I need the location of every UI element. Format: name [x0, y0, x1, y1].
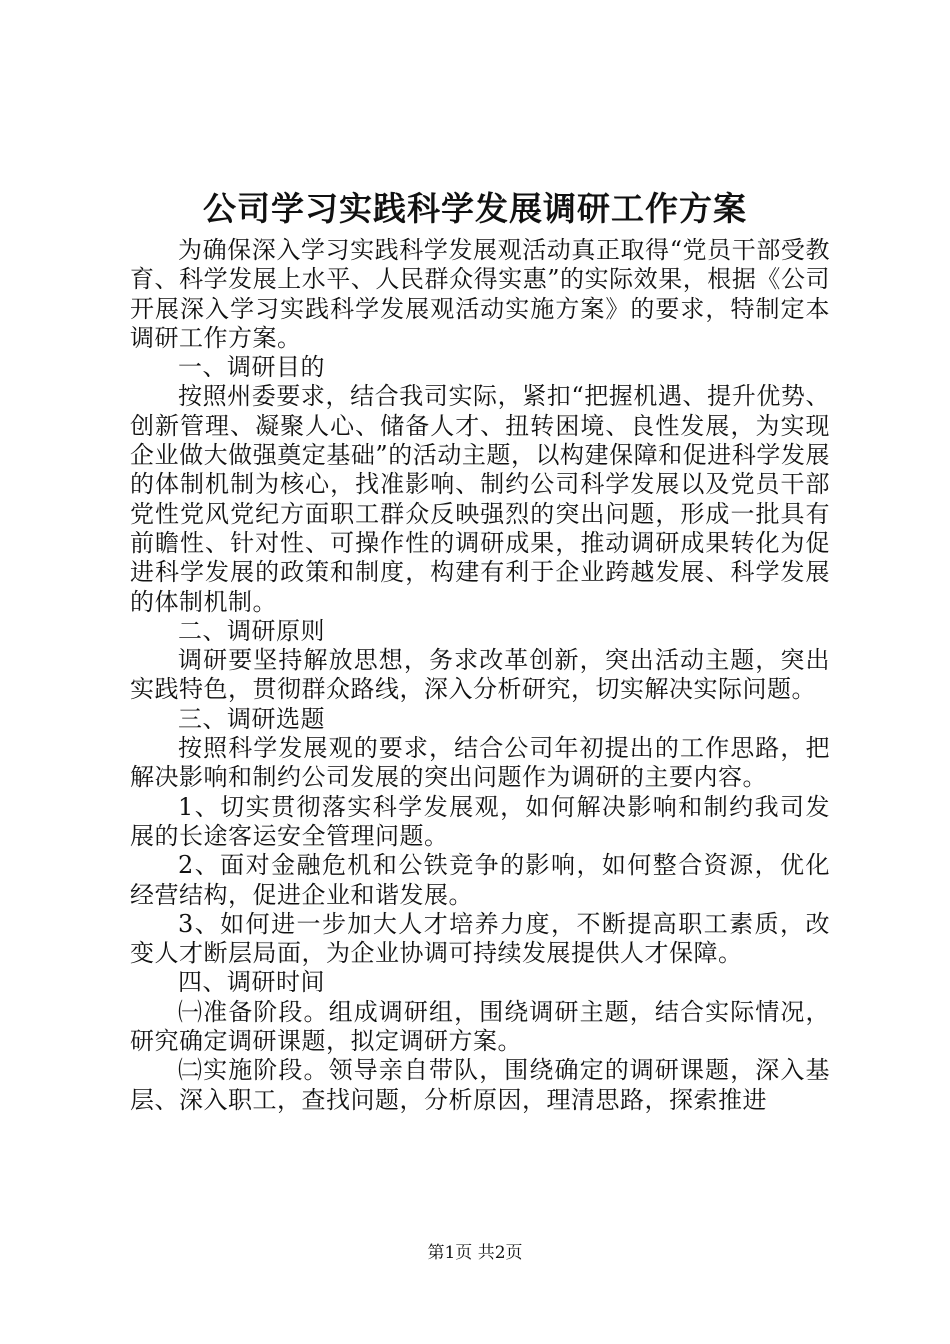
topic-item-3: 3、如何进一步加大人才培养力度，不断提高职工素质，改变人才断层局面，为企业协调可持续发展提供人才保障。 — [130, 909, 830, 968]
paragraph-research-topics: 按照科学发展观的要求，结合公司年初提出的工作思路，把解决影响和制约公司发展的突出问题作为调研的主要内容。 — [130, 734, 830, 792]
document-body — [130, 236, 830, 1115]
page-footer: 第1页 共2页 — [427, 1243, 523, 1263]
stage-preparation: ㈠准备阶段。组成调研组，围绕调研主题，结合实际情况，研究确定调研课题，拟定调研方案。 — [130, 997, 830, 1056]
heading-research-purpose: 一、调研目的 — [178, 353, 325, 382]
topic-item-1: 1、切实贯彻落实科学发展观，如何解决影响和制约我司发展的长途客运安全管理问题。 — [130, 792, 830, 850]
topic-item-2: 2、面对金融危机和公铁竞争的影响，如何整合资源，优化经营结构，促进企业和谐发展。 — [130, 851, 830, 909]
heading-research-time: 四、调研时间 — [178, 968, 325, 997]
heading-research-topics: 三、调研选题 — [178, 704, 325, 733]
paragraph-research-principles: 调研要坚持解放思想，务求改革创新，突出活动主题，突出实践特色，贯彻群众路线，深入分析研究，切实解决实际问题。 — [130, 646, 830, 704]
document-title: 公司学习实践科学发展调研工作方案 — [203, 189, 747, 228]
heading-research-principles: 二、调研原则 — [178, 616, 325, 645]
paragraph-research-purpose: 按照州委要求，结合我司实际，紧扣“把握机遇、提升优势、创新管理、凝聚人心、储备人才、扭转困境、良性发展，为实现企业做大做强奠定基础”的活动主题，以构建保障和促进科学发展的体制机制为核心，找准影响、制约公司科学发展以及党员干部党性党风党纪方面职工群众反映强烈的突出问题，形成一批具有前瞻性、针对性、可操作性的调研成果，推动调研成果转化为促进科学发展的政策和制度，构建有利于企业跨越发展、科学发展的体制机制。 — [130, 382, 830, 616]
stage-implementation: ㈡实施阶段。领导亲自带队，围绕确定的调研课题，深入基层、深入职工，查找问题，分析原因，理清思路，探索推进 — [130, 1056, 830, 1114]
paragraph-intro: 为确保深入学习实践科学发展观活动真正取得“党员干部受教育、科学发展上水平、人民群众得实惠”的实际效果，根据《公司开展深入学习实践科学发展观活动实施方案》的要求，特制定本调研工作方案。 — [130, 236, 830, 352]
